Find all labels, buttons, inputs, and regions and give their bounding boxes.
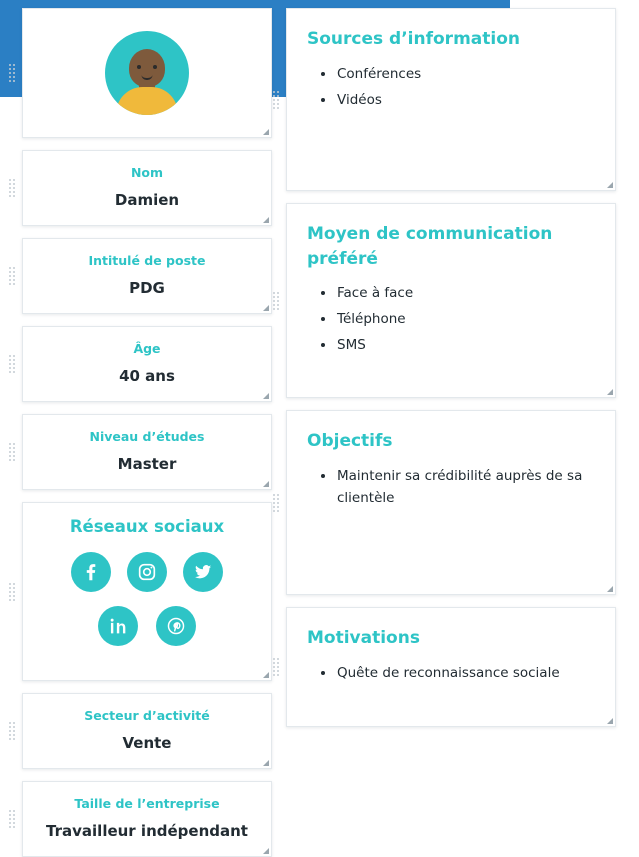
field-value: 40 ans xyxy=(119,367,175,385)
instagram-icon[interactable] xyxy=(127,552,167,592)
drag-handle-icon[interactable] xyxy=(9,265,15,287)
field-card-taille-de-l-entreprise[interactable] xyxy=(22,781,272,857)
drag-handle-icon[interactable] xyxy=(9,441,15,463)
drag-handle-icon[interactable] xyxy=(9,808,15,830)
list-item: Face à face xyxy=(329,283,595,305)
list-item: SMS xyxy=(329,335,595,357)
social-networks-title: Réseaux sociaux xyxy=(69,517,225,536)
avatar-shirt-icon xyxy=(116,87,178,115)
drag-handle-icon[interactable] xyxy=(273,290,279,312)
field-card-niveau-d-etudes[interactable] xyxy=(22,414,272,490)
persona-left-column xyxy=(22,8,272,840)
field-value: Travailleur indépendant xyxy=(46,822,248,840)
drag-handle-icon[interactable] xyxy=(9,177,15,199)
twitter-icon[interactable] xyxy=(183,552,223,592)
panel-title: Moyen de communication préféré xyxy=(307,224,553,269)
field-label: Intitulé de poste xyxy=(88,253,206,268)
social-row-2 xyxy=(33,606,261,646)
field-value: PDG xyxy=(129,279,165,297)
list-item: Quête de reconnaissance sociale xyxy=(329,663,595,685)
panel-sources-d-information[interactable] xyxy=(286,8,616,191)
panel-list xyxy=(307,283,595,357)
panel-list xyxy=(307,466,595,510)
panel-title: Objectifs xyxy=(307,431,393,451)
field-card-nom[interactable] xyxy=(22,150,272,226)
field-card-intitule-de-poste[interactable] xyxy=(22,238,272,314)
field-value: Vente xyxy=(122,734,172,752)
facebook-icon[interactable] xyxy=(71,552,111,592)
panel-motivations[interactable] xyxy=(286,607,616,727)
list-item: Maintenir sa crédibilité auprès de sa clientèle xyxy=(329,466,595,510)
field-card-age[interactable] xyxy=(22,326,272,402)
drag-handle-icon[interactable] xyxy=(273,492,279,514)
drag-handle-icon[interactable] xyxy=(273,656,279,678)
drag-handle-icon[interactable] xyxy=(9,62,15,84)
pinterest-icon[interactable] xyxy=(156,606,196,646)
field-label: Niveau d’études xyxy=(89,429,205,444)
avatar xyxy=(105,31,189,115)
linkedin-icon[interactable] xyxy=(98,606,138,646)
panel-objectifs[interactable] xyxy=(286,410,616,595)
drag-handle-icon[interactable] xyxy=(9,581,15,603)
list-item: Vidéos xyxy=(329,90,595,112)
panel-title: Sources d’information xyxy=(307,29,520,49)
list-item: Téléphone xyxy=(329,309,595,331)
persona-right-column xyxy=(286,8,616,733)
panel-list xyxy=(307,663,595,685)
field-label: Âge xyxy=(133,341,161,356)
drag-handle-icon[interactable] xyxy=(9,720,15,742)
field-value: Damien xyxy=(114,191,180,209)
field-label: Taille de l’entreprise xyxy=(74,796,220,811)
social-networks-card[interactable] xyxy=(22,502,272,681)
avatar-card[interactable] xyxy=(22,8,272,138)
field-value: Master xyxy=(117,455,177,473)
panel-moyen-de-communication-prefere[interactable] xyxy=(286,203,616,398)
panel-list xyxy=(307,64,595,112)
drag-handle-icon[interactable] xyxy=(9,353,15,375)
field-label: Nom xyxy=(130,165,164,180)
field-label: Secteur d’activité xyxy=(84,708,210,723)
panel-title: Motivations xyxy=(307,628,420,648)
list-item: Conférences xyxy=(329,64,595,86)
avatar-eye-right-icon xyxy=(153,65,157,69)
avatar-eye-left-icon xyxy=(137,65,141,69)
field-card-secteur-d-activite[interactable] xyxy=(22,693,272,769)
social-row-1 xyxy=(33,552,261,592)
drag-handle-icon[interactable] xyxy=(273,89,279,111)
